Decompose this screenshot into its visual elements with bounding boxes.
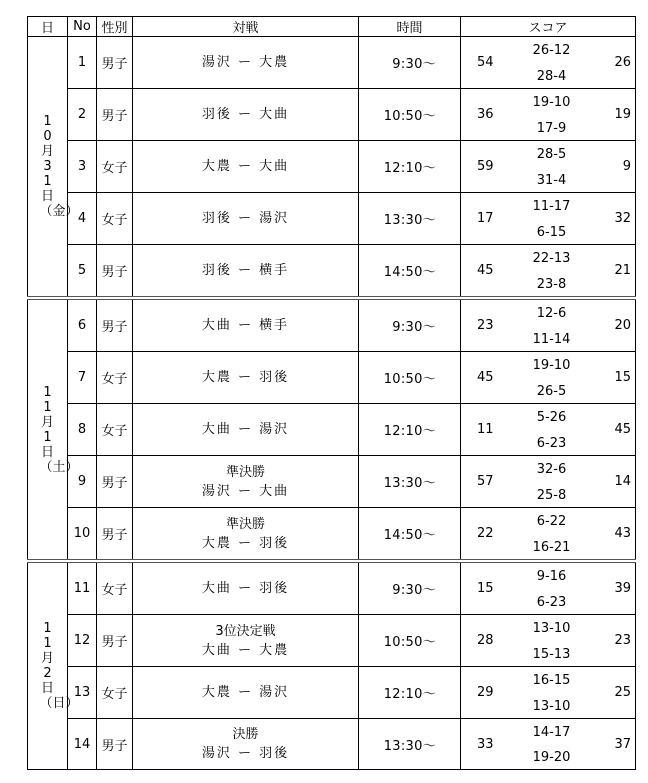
score-cell [461,141,636,193]
score-cell [461,245,636,299]
game-number: 6 [68,298,97,352]
match-cell [133,508,359,562]
score-cell [461,508,636,562]
gender-cell: 男子 [97,719,133,770]
game-number: 10 [68,508,97,562]
matchup-label: 羽後 ー 湯沢 [201,211,290,226]
score-cell [461,719,636,770]
header-time: 時間 [359,17,461,37]
game-number: 13 [68,667,97,719]
score-cell [461,37,636,89]
matchup-label: 羽後 ー 大曲 [201,107,290,122]
gender-cell: 女子 [97,667,133,719]
score-cell [461,298,636,352]
round-label: 決勝 [232,727,259,742]
matchup-label: 大農 ー 羽後 [201,535,290,551]
second-half-score: 19-20 [532,750,571,765]
second-half-score: 17-9 [536,121,567,136]
gender-cell: 女子 [97,141,133,193]
game-row [28,508,636,562]
time-cell: 9:30〜 [359,37,461,89]
gender-cell: 男子 [97,456,133,508]
left-total-score: 36 [477,107,494,122]
match-cell [133,141,359,193]
time-cell: 13:30〜 [359,456,461,508]
game-row [28,245,636,299]
game-number: 14 [68,719,97,770]
game-number: 7 [68,352,97,404]
matchup-label: 湯沢 ー 大農 [201,55,290,70]
gender-cell: 男子 [97,37,133,89]
second-half-score: 16-21 [532,540,571,555]
right-total-score: 9 [622,159,631,174]
match-cell [133,667,359,719]
first-half-score: 6-22 [536,514,567,529]
match-cell [133,561,359,615]
left-total-score: 33 [477,736,494,752]
second-half-score: 6-15 [536,225,567,240]
matchup-label: 湯沢 ー 大曲 [201,483,290,499]
right-total-score: 21 [614,263,631,278]
game-number: 8 [68,404,97,456]
header-day: 日 [28,17,68,37]
matchup-label: 大農 ー 羽後 [201,370,290,385]
first-half-score: 13-10 [532,621,571,636]
matchup-label: 大曲 ー 湯沢 [201,422,290,437]
left-total-score: 23 [477,318,494,333]
gender-cell: 男子 [97,615,133,667]
score-cell [461,667,636,719]
time-cell: 13:30〜 [359,193,461,245]
second-half-score: 31-4 [536,173,567,188]
gender-cell: 女子 [97,193,133,245]
day-label: 10月31日（金） [39,114,79,219]
match-cell [133,352,359,404]
header-match: 対戦 [133,17,359,37]
matchup-label: 湯沢 ー 羽後 [201,746,290,761]
matchup-label: 大曲 ー 羽後 [201,581,290,596]
matchup-label: 羽後 ー 横手 [201,263,290,278]
first-half-score: 16-15 [532,673,571,688]
match-cell [133,456,359,508]
right-total-score: 20 [614,318,631,333]
game-row [28,719,636,770]
right-total-score: 43 [614,526,631,541]
game-row [28,404,636,456]
gender-cell: 女子 [97,404,133,456]
left-total-score: 59 [477,159,494,174]
header-gender: 性別 [97,17,133,37]
matchup-label: 大農 ー 湯沢 [201,685,290,700]
results-table [27,16,636,770]
time-cell: 9:30〜 [359,561,461,615]
second-half-score: 13-10 [532,699,571,714]
game-number: 4 [68,193,97,245]
left-total-score: 45 [477,263,494,278]
time-cell: 13:30〜 [359,719,461,770]
second-half-score: 11-14 [532,332,571,347]
right-total-score: 45 [614,422,631,437]
header-score: スコア [461,17,636,37]
game-row [28,615,636,667]
second-half-score: 26-5 [536,384,567,399]
left-total-score: 11 [477,422,494,437]
time-cell: 10:50〜 [359,615,461,667]
schedule-sheet [27,16,636,770]
second-half-score: 6-23 [536,595,567,610]
gender-cell: 男子 [97,298,133,352]
first-half-score: 11-17 [532,199,571,214]
second-half-score: 15-13 [532,647,571,662]
header-row [28,17,636,37]
game-row [28,667,636,719]
match-cell [133,298,359,352]
game-number: 2 [68,89,97,141]
score-cell [461,615,636,667]
match-cell [133,404,359,456]
time-cell: 14:50〜 [359,508,461,562]
right-total-score: 37 [614,736,631,752]
first-half-score: 26-12 [532,43,571,58]
score-cell [461,456,636,508]
time-cell: 12:10〜 [359,404,461,456]
match-cell [133,193,359,245]
time-cell: 12:10〜 [359,667,461,719]
time-cell: 14:50〜 [359,245,461,299]
round-label: 準決勝 [225,516,265,532]
header-no: No [68,17,97,37]
time-cell: 12:10〜 [359,141,461,193]
left-total-score: 54 [477,55,494,70]
first-half-score: 14-17 [532,725,571,740]
gender-cell: 男子 [97,508,133,562]
gender-cell: 男子 [97,245,133,299]
day-cell [28,37,79,299]
score-cell [461,404,636,456]
day-label: 11月2日（日） [39,621,79,711]
second-half-score: 6-23 [536,436,567,451]
game-row [28,298,636,352]
round-label: 準決勝 [225,464,265,480]
gender-cell: 女子 [97,561,133,615]
left-total-score: 29 [477,685,494,700]
first-half-score: 5-26 [536,410,567,425]
game-number: 9 [68,456,97,508]
right-total-score: 14 [614,474,631,489]
gender-cell: 男子 [97,89,133,141]
first-half-score: 28-5 [536,147,567,162]
game-row [28,561,636,615]
score-cell [461,193,636,245]
game-row [28,89,636,141]
game-number: 3 [68,141,97,193]
round-label: 3位決定戦 [215,623,276,639]
time-cell: 10:50〜 [359,89,461,141]
time-cell: 9:30〜 [359,298,461,352]
match-cell [133,719,359,770]
left-total-score: 15 [477,581,494,596]
right-total-score: 39 [614,581,631,596]
match-cell [133,37,359,89]
match-cell [133,245,359,299]
first-half-score: 19-10 [532,358,571,373]
left-total-score: 17 [477,211,494,226]
game-number: 12 [68,615,97,667]
score-cell [461,561,636,615]
game-number: 5 [68,245,97,299]
right-total-score: 26 [614,55,631,70]
score-cell [461,89,636,141]
matchup-label: 大農 ー 大曲 [201,159,290,174]
game-number: 1 [68,37,97,89]
left-total-score: 28 [477,633,494,648]
first-half-score: 19-10 [532,95,571,110]
day-cell [28,298,79,561]
left-total-score: 57 [477,474,494,489]
second-half-score: 28-4 [536,69,567,84]
match-cell [133,89,359,141]
gender-cell: 女子 [97,352,133,404]
time-cell: 10:50〜 [359,352,461,404]
first-half-score: 22-13 [532,251,571,266]
game-row [28,352,636,404]
right-total-score: 23 [614,633,631,648]
first-half-score: 9-16 [536,569,567,584]
left-total-score: 22 [477,526,494,541]
left-total-score: 45 [477,370,494,385]
game-row [28,456,636,508]
matchup-label: 大曲 ー 横手 [201,318,290,333]
score-cell [461,352,636,404]
game-row [28,193,636,245]
second-half-score: 25-8 [536,488,567,503]
game-number: 11 [68,561,97,615]
game-row [28,141,636,193]
right-total-score: 32 [614,211,631,226]
right-total-score: 25 [614,685,631,700]
first-half-score: 32-6 [536,462,567,477]
game-row [28,37,636,89]
first-half-score: 12-6 [536,306,567,321]
match-cell [133,615,359,667]
day-label: 11月1日（土） [39,384,79,475]
matchup-label: 大曲 ー 大農 [201,642,290,658]
right-total-score: 15 [614,370,631,385]
second-half-score: 23-8 [536,277,567,292]
day-cell [28,561,79,770]
right-total-score: 19 [614,107,631,122]
